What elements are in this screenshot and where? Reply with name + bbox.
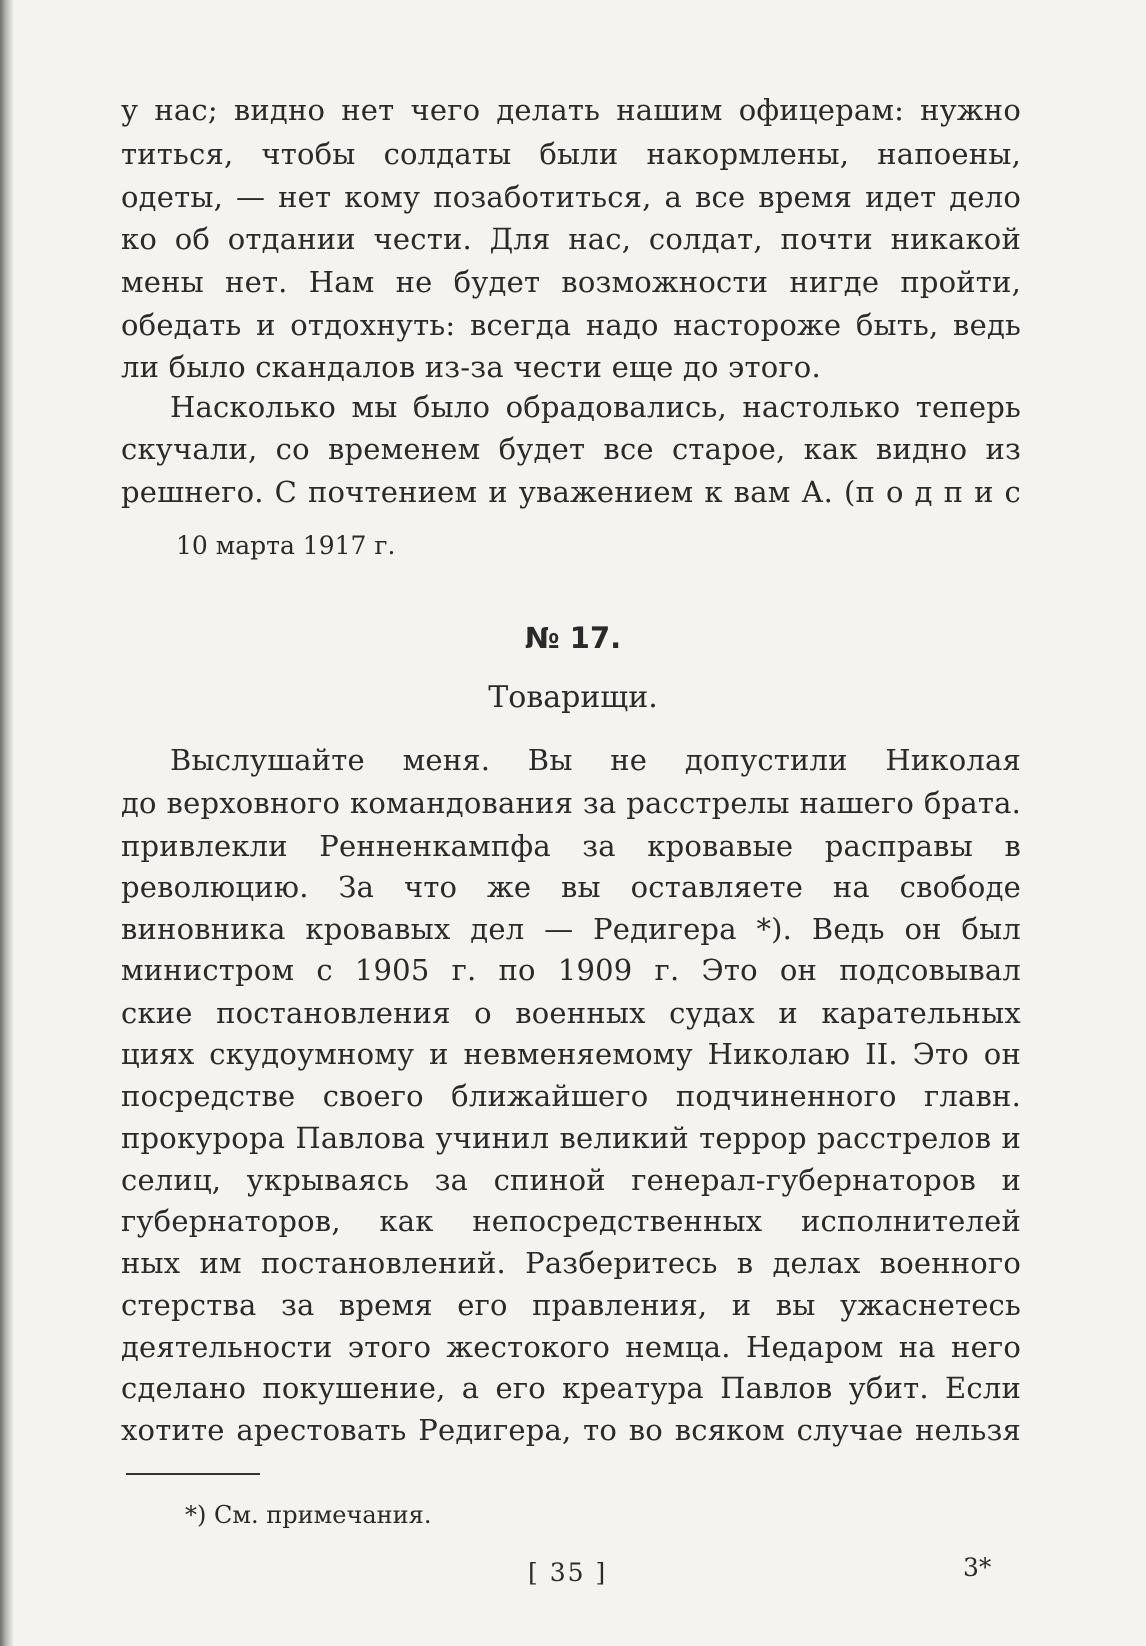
body-line: посредстве своего ближайшего подчиненного главн.	[121, 1079, 1021, 1113]
body-line: сделано покушение, а его креатура Павлов убит. Если	[121, 1371, 1021, 1405]
document-number: № 17.	[524, 621, 622, 655]
letter-line: обедать и отдохнуть: всегда надо настороже быть, ведь	[121, 308, 1021, 342]
letter-line: мены нет. Нам не будет возможности нигде пройти,	[121, 265, 1021, 299]
footnote-divider	[126, 1473, 260, 1475]
body-line: стерства за время его правления, и вы ужаснетесь	[121, 1288, 1021, 1322]
body-line: селиц, укрываясь за спиной генерал-губернаторов и	[121, 1163, 1021, 1197]
body-line: хотите арестовать Редигера, то во всяком случае нельзя	[121, 1413, 1021, 1447]
body-line: министром с 1905 г. по 1909 г. Это он подсовывал	[121, 953, 1021, 987]
body-line: ных им постановлений. Разберитесь в делах военного	[121, 1246, 1021, 1280]
body-line: виновника кровавых дел — Редигера *). Ведь он был	[121, 912, 1021, 946]
printer-signature-mark: 3*	[963, 1553, 992, 1582]
letter-date: 10 марта 1917 г.	[176, 531, 396, 560]
footnote: *) См. примечания.	[185, 1501, 432, 1529]
body-line: прокурора Павлова учинил великий террор расстрелов и	[121, 1121, 1021, 1155]
body-line: Выслушайте меня. Вы не допустили Николая	[170, 743, 1021, 777]
page-edge-shadow	[0, 0, 14, 1646]
body-line: до верховного командования за расстрелы нашего брата.	[121, 786, 1021, 820]
body-line: ские постановления о военных судах и карательных	[121, 996, 1021, 1030]
body-line: губернаторов, как непосредственных исполнителей	[121, 1204, 1021, 1238]
letter-line: ко об отдании чести. Для нас, солдат, почти никакой	[121, 222, 1021, 256]
body-line: циях скудоумному и невменяемому Николаю II. Это он	[121, 1037, 1021, 1071]
letter-line: решнего. С почтением и уважением к вам А. (п о д п и с	[121, 475, 1021, 509]
letter-line: титься, чтобы солдаты были накормлены, напоены,	[121, 137, 1021, 171]
letter-line: одеты, — нет кому позаботиться, а все время идет дело	[121, 180, 1021, 214]
page-number: [ 35 ]	[528, 1558, 608, 1587]
letter-line: ли было скандалов из-за чести еще до этого.	[121, 350, 821, 384]
body-line: деятельности этого жестокого немца. Недаром на него	[121, 1330, 1021, 1364]
body-line: революцию. За что же вы оставляете на свободе	[121, 870, 1021, 904]
body-line: привлекли Ренненкампфа за кровавые расправы в	[121, 829, 1021, 863]
document-title: Товарищи.	[488, 680, 658, 715]
letter-line: у нас; видно нет чего делать нашим офицерам: нужно	[121, 93, 1021, 127]
letter-line: Насколько мы было обрадовались, настолько теперь	[170, 390, 1021, 424]
letter-line: скучали, со временем будет все старое, как видно из	[121, 432, 1021, 466]
